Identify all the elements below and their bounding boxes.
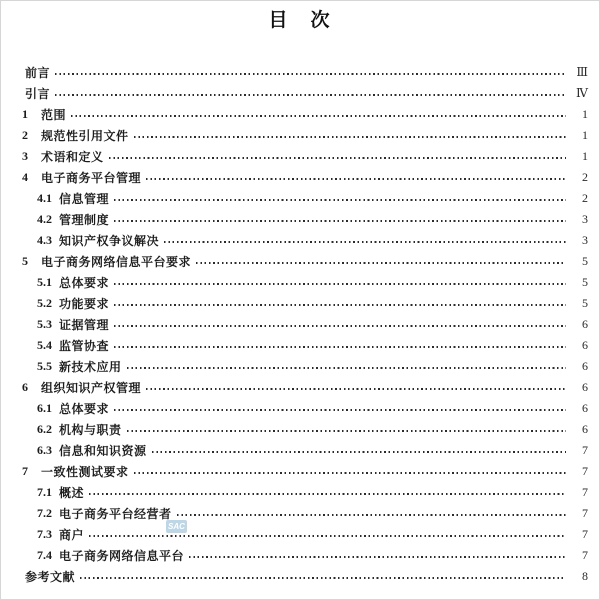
- toc-entry-page: 7: [582, 464, 588, 478]
- toc-leader-dots: [114, 346, 566, 348]
- toc-row: [1, 146, 599, 167]
- toc-entry-label: 电子商务网络信息平台要求: [41, 255, 192, 269]
- toc-entry-page: 5: [582, 275, 588, 289]
- toc-row: [1, 209, 599, 230]
- toc-leader-dots: [109, 157, 566, 159]
- toc-entry-label: 信息管理: [59, 192, 110, 206]
- toc-entry-page: 1: [582, 128, 588, 142]
- page-title: 目 次: [268, 10, 332, 31]
- toc-entry-number: 4.2: [37, 212, 52, 226]
- toc-entry-label: 信息和知识资源: [59, 444, 147, 458]
- toc-leader-dots: [114, 409, 566, 411]
- toc-leader-dots: [152, 451, 566, 453]
- toc-entry-label: 电子商务网络信息平台: [59, 549, 185, 563]
- toc-entry-page: 6: [582, 338, 588, 352]
- toc-entry-number: 6.3: [37, 443, 52, 457]
- toc-entry-label: 组织知识产权管理: [41, 381, 142, 395]
- toc-row: [1, 188, 599, 209]
- toc-leader-dots: [114, 325, 566, 327]
- toc-leader-dots: [89, 493, 566, 495]
- toc-entry-number: 2: [22, 128, 28, 142]
- toc-entry-page: 7: [582, 443, 588, 457]
- toc-entry-number: 7.4: [37, 548, 52, 562]
- toc-row: [1, 419, 599, 440]
- toc-entry-page: 2: [582, 191, 588, 205]
- toc-entry-page: 6: [582, 401, 588, 415]
- toc-entry-number: 5.4: [37, 338, 52, 352]
- toc-leader-dots: [55, 94, 566, 96]
- toc-entry-label: 引言: [25, 87, 51, 101]
- toc-entry-label: 概述: [59, 486, 85, 500]
- toc-row: [1, 545, 599, 566]
- toc-entry-number: 5.5: [37, 359, 52, 373]
- toc-entry-page: 5: [582, 254, 588, 268]
- toc-entry-number: 1: [22, 107, 28, 121]
- sac-watermark-logo: SAC: [166, 520, 187, 533]
- toc-entry-number: 7: [22, 464, 28, 478]
- toc-entry-page: 6: [582, 359, 588, 373]
- toc-leader-dots: [114, 283, 566, 285]
- toc-row: [1, 293, 599, 314]
- toc-entry-number: 4.1: [37, 191, 52, 205]
- toc-entry-page: 1: [582, 107, 588, 121]
- toc-entry-page: Ⅳ: [576, 86, 588, 100]
- toc-entry-page: 1: [582, 149, 588, 163]
- toc-entry-number: 6.1: [37, 401, 52, 415]
- toc-row: [1, 524, 599, 545]
- toc-entry-label: 功能要求: [59, 297, 110, 311]
- toc-row: [1, 440, 599, 461]
- toc-leader-dots: [55, 73, 566, 75]
- toc-entry-label: 电子商务平台经营者: [59, 507, 172, 521]
- toc-leader-dots: [114, 199, 566, 201]
- toc-entry-label: 机构与职责: [59, 423, 122, 437]
- toc-entry-page: 2: [582, 170, 588, 184]
- toc-leader-dots: [114, 220, 566, 222]
- toc-entry-page: 3: [582, 212, 588, 226]
- toc-leader-dots: [177, 514, 566, 516]
- toc-leader-dots: [189, 556, 566, 558]
- toc-entry-number: 5: [22, 254, 28, 268]
- toc-leader-dots: [196, 262, 566, 264]
- toc-entry-label: 范围: [41, 108, 67, 122]
- toc-entry-page: 6: [582, 317, 588, 331]
- toc-entry-number: 7.3: [37, 527, 52, 541]
- toc-row: [1, 83, 599, 104]
- toc-row: [1, 566, 599, 587]
- toc-row: [1, 251, 599, 272]
- toc-entry-number: 5.2: [37, 296, 52, 310]
- toc-entry-label: 知识产权争议解决: [59, 234, 160, 248]
- toc-entry-label: 前言: [25, 66, 51, 80]
- toc-entry-label: 新技术应用: [59, 360, 122, 374]
- toc-row: [1, 377, 599, 398]
- toc-entry-number: 7.1: [37, 485, 52, 499]
- toc-row: [1, 167, 599, 188]
- toc-leader-dots: [89, 535, 566, 537]
- toc-entry-number: 3: [22, 149, 28, 163]
- toc-row: [1, 125, 599, 146]
- toc-entry-label: 总体要求: [59, 402, 110, 416]
- toc-leader-dots: [80, 577, 566, 579]
- toc-row: [1, 482, 599, 503]
- toc-row: [1, 356, 599, 377]
- toc-entry-label: 证据管理: [59, 318, 110, 332]
- toc-entry-label: 商户: [59, 528, 85, 542]
- toc-entry-number: 4: [22, 170, 28, 184]
- toc-row: [1, 62, 599, 83]
- toc-row: [1, 230, 599, 251]
- toc-leader-dots: [164, 241, 566, 243]
- toc-leader-dots: [127, 367, 566, 369]
- toc-entry-label: 总体要求: [59, 276, 110, 290]
- toc-entry-number: 6.2: [37, 422, 52, 436]
- toc-row: [1, 272, 599, 293]
- toc-row: [1, 314, 599, 335]
- toc-entry-page: 3: [582, 233, 588, 247]
- toc-list: [1, 62, 599, 587]
- toc-entry-number: 5.1: [37, 275, 52, 289]
- toc-entry-number: 7.2: [37, 506, 52, 520]
- toc-leader-dots: [134, 472, 566, 474]
- toc-entry-page: 7: [582, 527, 588, 541]
- toc-row: [1, 104, 599, 125]
- toc-leader-dots: [146, 178, 566, 180]
- toc-entry-label: 管理制度: [59, 213, 110, 227]
- toc-row: [1, 335, 599, 356]
- toc-row: [1, 398, 599, 419]
- toc-entry-page: Ⅲ: [576, 65, 588, 79]
- toc-leader-dots: [114, 304, 566, 306]
- toc-leader-dots: [146, 388, 566, 390]
- toc-entry-label: 参考文献: [25, 570, 76, 584]
- toc-entry-page: 6: [582, 380, 588, 394]
- toc-row: [1, 461, 599, 482]
- toc-entry-label: 监管协查: [59, 339, 110, 353]
- toc-entry-label: 一致性测试要求: [41, 465, 129, 479]
- toc-entry-page: 7: [582, 548, 588, 562]
- toc-entry-page: 7: [582, 485, 588, 499]
- toc-entry-page: 6: [582, 422, 588, 436]
- toc-entry-page: 8: [582, 569, 588, 583]
- toc-entry-page: 7: [582, 506, 588, 520]
- toc-entry-number: 4.3: [37, 233, 52, 247]
- toc-leader-dots: [134, 136, 566, 138]
- toc-entry-number: 5.3: [37, 317, 52, 331]
- toc-leader-dots: [127, 430, 566, 432]
- toc-leader-dots: [71, 115, 566, 117]
- toc-entry-page: 5: [582, 296, 588, 310]
- toc-row: [1, 503, 599, 524]
- toc-entry-number: 6: [22, 380, 28, 394]
- toc-entry-label: 术语和定义: [41, 150, 104, 164]
- toc-entry-label: 规范性引用文件: [41, 129, 129, 143]
- toc-entry-label: 电子商务平台管理: [41, 171, 142, 185]
